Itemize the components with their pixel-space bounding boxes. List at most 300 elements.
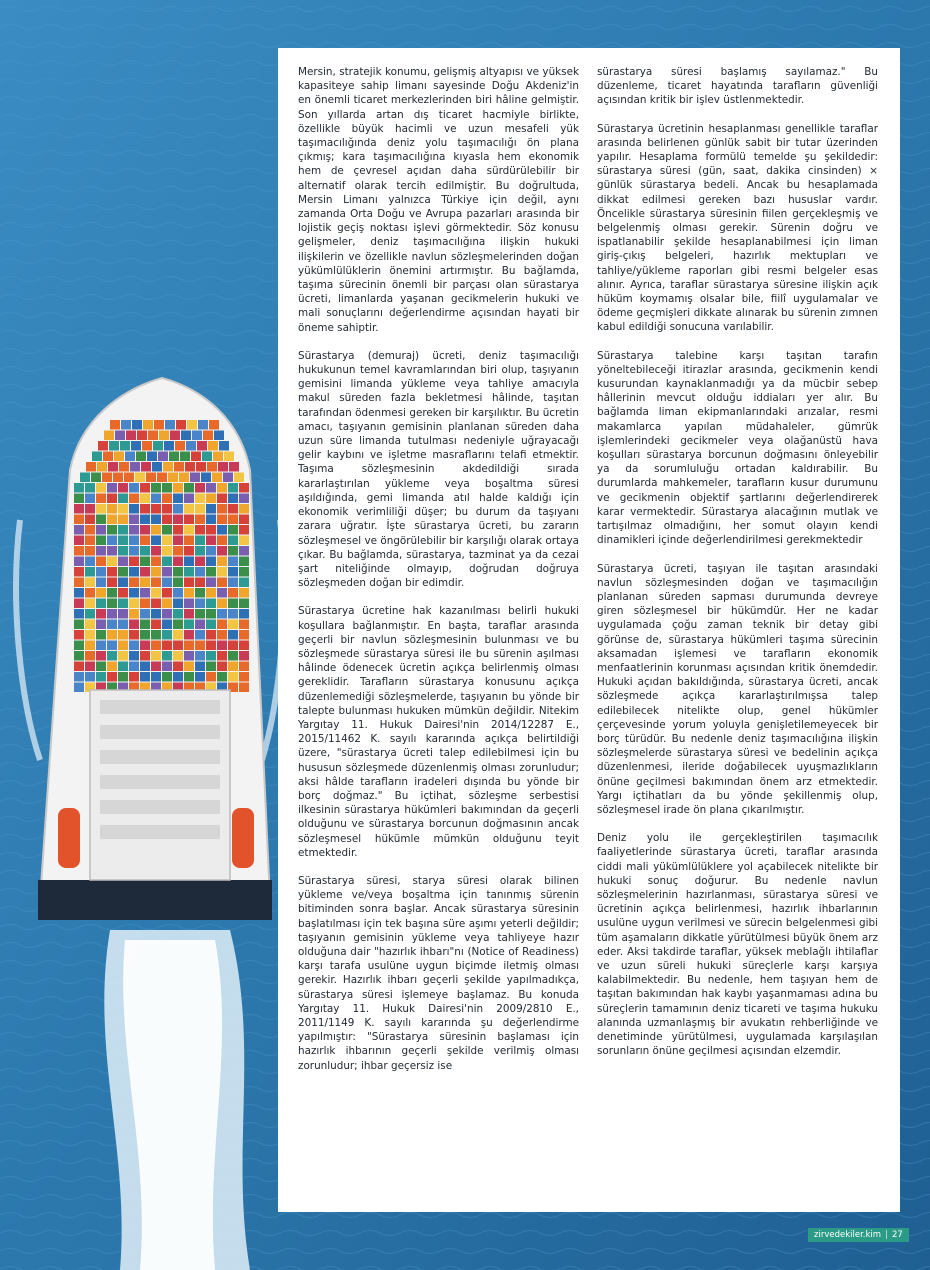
ship-container (118, 567, 128, 577)
ship-container (140, 651, 150, 661)
ship-container (151, 578, 161, 588)
ship-container (107, 494, 117, 504)
ship-container (96, 536, 106, 546)
ship-container (129, 630, 139, 640)
ship-container (151, 599, 161, 609)
ship-container (219, 441, 229, 451)
article-paragraph: Sürastarya ücretinin hesaplanması genellikle taraflar arasında belirlenen günlük sabit bir tutar üzerinden yapılır. Hesaplama formülü temelde şu şekildedir: sürastarya süresi (gün, saat, dakika cinsinden) × günlük sürastarya bedeli. Ancak bu hesaplamada dikkat edilmesi gereken bazı hususlar vardır. Öncelikle sürastarya süresinin fiilen gerçekleşmiş ve belgelenmiş olması gerekir. Sürenin doğru ve ispatlanabilir şekilde hesaplanabilmesi için liman giriş-çıkış belgeleri, hazırlık mektupları ve tahliye/yükleme raporları gibi resmi belgeler esas alınır. Ayrıca, taraflar sürastarya süresine ilişkin açık hüküm koymamış olsalar bile, fiilî uygulamalar ve ödeme geçmişleri dikkate alınarak bu sürenin zımnen kabul edildiği sonucuna varılabilir. (597, 122, 878, 334)
ship-container (173, 630, 183, 640)
ship-container (184, 557, 194, 567)
ship-container (140, 557, 150, 567)
ship-container (162, 483, 172, 493)
ship-container (206, 588, 216, 598)
ship-container (74, 599, 84, 609)
ship-container (152, 462, 162, 472)
ship-container (206, 609, 216, 619)
ship-container (239, 651, 249, 661)
ship-container (191, 452, 201, 462)
ship-container (140, 536, 150, 546)
ship-container (217, 599, 227, 609)
ship-container (184, 641, 194, 651)
ship-container (151, 567, 161, 577)
ship-container (184, 630, 194, 640)
ship-container (129, 620, 139, 630)
ship-container (107, 546, 117, 556)
ship-container (74, 672, 84, 682)
ship-container (195, 515, 205, 525)
ship-container (162, 599, 172, 609)
ship-container (124, 473, 134, 483)
ship-container (208, 441, 218, 451)
ship-container (239, 525, 249, 535)
ship-container (143, 420, 153, 430)
ship-container (85, 651, 95, 661)
ship-container (129, 504, 139, 514)
ship-container (118, 599, 128, 609)
ship-container (125, 452, 135, 462)
page-footer-badge (808, 1228, 909, 1242)
ship-container (96, 620, 106, 630)
ship-container (239, 620, 249, 630)
ship-container (195, 630, 205, 640)
ship-container (186, 441, 196, 451)
ship-container (197, 441, 207, 451)
ship-container (239, 557, 249, 567)
ship-container (151, 630, 161, 640)
ship-container (181, 431, 191, 441)
ship-container (173, 588, 183, 598)
ship-container (179, 473, 189, 483)
ship-container (195, 557, 205, 567)
ship-container (118, 588, 128, 598)
ship-container (118, 504, 128, 514)
ship-container (146, 473, 156, 483)
ship-container (85, 672, 95, 682)
ship-container (239, 515, 249, 525)
ship-container (223, 473, 233, 483)
ship-container (173, 672, 183, 682)
ship-container (173, 515, 183, 525)
ship-container (214, 431, 224, 441)
ship-container (141, 462, 151, 472)
ship-container (118, 483, 128, 493)
ship-container (206, 641, 216, 651)
ship-container (109, 441, 119, 451)
ship-container (175, 441, 185, 451)
ship-container (107, 515, 117, 525)
ship-container (74, 630, 84, 640)
ship-container (92, 452, 102, 462)
ship-container (176, 420, 186, 430)
ship-container (108, 462, 118, 472)
ship-container (96, 641, 106, 651)
ship-container (121, 420, 131, 430)
ship-container (96, 662, 106, 672)
ship-container (118, 578, 128, 588)
ship-container (164, 441, 174, 451)
ship-container (162, 651, 172, 661)
ship-container (85, 557, 95, 567)
ship-container (85, 578, 95, 588)
ship-container (114, 452, 124, 462)
ship-container (228, 641, 238, 651)
ship-container (153, 441, 163, 451)
ship-container (217, 630, 227, 640)
ship-container (85, 620, 95, 630)
ship-container (162, 567, 172, 577)
ship-container (96, 483, 106, 493)
ship-container (129, 494, 139, 504)
ship-container (129, 672, 139, 682)
ship-container (74, 662, 84, 672)
ship-container (162, 588, 172, 598)
ship-container (140, 494, 150, 504)
ship-container (184, 494, 194, 504)
ship-container (118, 672, 128, 682)
ship-container (198, 420, 208, 430)
article-paragraph: sürastarya süresi başlamış sayılamaz." Bu düzenleme, ticaret hayatında tarafların güvenliği açısından kritik bir işlev üstlenmektedir. (597, 66, 878, 107)
ship-container (107, 536, 117, 546)
ship-container (113, 473, 123, 483)
ship-container (129, 609, 139, 619)
ship-container (85, 483, 95, 493)
ship-container (140, 483, 150, 493)
ship-container (85, 567, 95, 577)
ship-container (195, 609, 205, 619)
ship-container (85, 662, 95, 672)
ship-container (74, 588, 84, 598)
ship-container (162, 662, 172, 672)
ship-container (151, 494, 161, 504)
ship-container (97, 462, 107, 472)
ship-container (206, 504, 216, 514)
ship-container (107, 651, 117, 661)
ship-container (173, 620, 183, 630)
ship-container (228, 578, 238, 588)
ship-container (239, 483, 249, 493)
ship-container (151, 557, 161, 567)
ship-container (118, 641, 128, 651)
ship-container (129, 536, 139, 546)
ship-container (80, 473, 90, 483)
ship-container (206, 557, 216, 567)
ship-container (184, 536, 194, 546)
ship-container (154, 420, 164, 430)
ship-container (151, 515, 161, 525)
ship-container (151, 546, 161, 556)
ship-container (228, 672, 238, 682)
ship-container (228, 494, 238, 504)
ship-container (165, 420, 175, 430)
ship-container (129, 525, 139, 535)
ship-container (107, 578, 117, 588)
ship-container (157, 473, 167, 483)
ship-container (151, 483, 161, 493)
ship-container (96, 567, 106, 577)
ship-container (239, 536, 249, 546)
ship-container (173, 662, 183, 672)
ship-container (217, 609, 227, 619)
ship-container (118, 620, 128, 630)
ship-container (118, 609, 128, 619)
ship-container (85, 494, 95, 504)
ship-container (96, 588, 106, 598)
ship-container (96, 494, 106, 504)
ship-container (184, 546, 194, 556)
ship-container (147, 452, 157, 462)
ship-container (135, 473, 145, 483)
ship-container (162, 536, 172, 546)
ship-container (229, 462, 239, 472)
right-text-column (597, 65, 878, 1212)
ship-container (120, 441, 130, 451)
ship-container (239, 630, 249, 640)
ship-container (96, 578, 106, 588)
ship-container (217, 525, 227, 535)
ship-container (206, 630, 216, 640)
ship-container (173, 609, 183, 619)
ship-container (217, 546, 227, 556)
ship-container (85, 588, 95, 598)
ship-container (86, 462, 96, 472)
ship-container (158, 452, 168, 462)
ship-container (168, 473, 178, 483)
ship-container (173, 546, 183, 556)
ship-container (239, 567, 249, 577)
ship-container (228, 546, 238, 556)
ship-container (195, 599, 205, 609)
ship-container (228, 651, 238, 661)
ship-container (96, 630, 106, 640)
ship-container (107, 620, 117, 630)
ship-container (162, 504, 172, 514)
ship-container (74, 620, 84, 630)
ship-container (180, 452, 190, 462)
ship-container (103, 452, 113, 462)
article-paragraph: Sürastarya talebine karşı taşıtan tarafın yöneltebileceği itirazlar arasında, gecikmenin kendi kusurundan kaynaklanmadığı ya da mücbir sebep hâllerinin mevcut olduğu iddiaları yer alır. Bu bağlamda liman ekipmanlarındaki arızalar, resmi makamlarca yapılan müdahaleler, gümrük işlemlerindeki gecikmeler veya olağanüstü hava koşulları sürastarya borcunun doğmasını önleyebilir ya da sorumluluğu ortadan kaldırabilir. Bu durumlarda mahkemeler, tarafların kusur durumunu ve gecikmenin objektif şartlarını değerlendirerek karar vermektedir. Sürastarya alacağının mutlak ve tartışılmaz olmadığını, her somut olayın kendi dinamikleri içinde değerlendirilmesi gerekmektedir (597, 349, 878, 547)
ship-container (85, 609, 95, 619)
ship-container (190, 473, 200, 483)
ship-container (217, 662, 227, 672)
ship-container (228, 599, 238, 609)
ship-container (151, 620, 161, 630)
ship-container (184, 651, 194, 661)
ship-container (224, 452, 234, 462)
ship-container (162, 494, 172, 504)
page-number: 27 (891, 1230, 903, 1240)
ship-container (184, 504, 194, 514)
ship-container (217, 504, 227, 514)
ship-container (129, 578, 139, 588)
ship-container (74, 567, 84, 577)
ship-container (206, 515, 216, 525)
footer-separator: | (885, 1230, 888, 1240)
ship-container (169, 452, 179, 462)
ship-container (202, 452, 212, 462)
ship-container (195, 578, 205, 588)
ship-container (96, 599, 106, 609)
ship-container (140, 525, 150, 535)
ship-container (104, 431, 114, 441)
ship-container (91, 473, 101, 483)
ship-container (162, 546, 172, 556)
ship-container (162, 641, 172, 651)
ship-container (184, 525, 194, 535)
ship-container (163, 462, 173, 472)
ship-container (140, 662, 150, 672)
ship-container (184, 588, 194, 598)
ship-container (228, 525, 238, 535)
ship-container (203, 431, 213, 441)
ship-container (206, 620, 216, 630)
ship-container (74, 641, 84, 651)
ship-container (217, 588, 227, 598)
article-paragraph: Sürastarya ücreti, taşıyan ile taşıtan arasındaki navlun sözleşmesinden doğan ve taşımacılığın planlanan süreden sapması durumunda devreye giren sözleşmesel bir hükümdür. Her ne kadar uygulamada çoğu zaman teknik bir detay gibi görünse de, sürastarya hükümleri taşıma sürecinin aksamadan işlemesi ve tarafların ekonomik menfaatlerinin korunması açısından kritik önemdedir. Hukuki açıdan bakıldığında, sürastarya ücreti, ancak sözleşmede açıkça kararlaştırılmışsa talep edilebilecek nitelikte olup, genel hükümler çerçevesinde yorum yoluyla genişletilemeyecek bir borç türüdür. Bu nedenle deniz taşımacılığına ilişkin sözleşmelerde sürastarya süresi ve bedelinin açıkça düzenlenmesi, ileride doğabilecek uyuşmazlıkların önüne geçilmesi bakımından önem arz etmektedir. Yargı içtihatları da bu yönde şekillenmiş olup, sözleşmesel irade ön plana çıkarılmıştır. (597, 562, 878, 816)
ship-container (217, 536, 227, 546)
ship-container (209, 420, 219, 430)
ship-container (212, 473, 222, 483)
ship-container (136, 452, 146, 462)
ship-container (140, 567, 150, 577)
article-paragraph: Sürastarya süresi, starya süresi olarak bilinen yükleme ve/veya boşaltma için tanınmış sürenin bitiminden sonra başlar. Ancak sürastarya süresinin başlatılması için tek başına süre aşımı yeterli değildir; taşıyanın gemisinin yükleme veya tahliyeye hazır olduğuna dair "hazırlık ihbarı"nı (Notice of Readiness) karşı tarafa usulüne uygun biçimde iletmiş olması gerekir. Hazırlık ihbarı geçerli şekilde yapılmadıkça, sürastarya süresi işlemeye başlamaz. Bu konuda Yargıtay 11. Hukuk Dairesi'nin 2009/2810 E., 2011/1149 K. sayılı kararında şu değerlendirme yapılmıştır: "Sürastarya süresinin başlaması için hazırlık ihbarının geçerli şekilde verilmiş olması zorunludur; ihbar geçersiz ise (298, 874, 579, 1072)
ship-container (140, 578, 150, 588)
ship-container (228, 483, 238, 493)
ship-container (74, 525, 84, 535)
ship-container (126, 431, 136, 441)
ship-container (162, 557, 172, 567)
ship-container (118, 651, 128, 661)
ship-container (140, 630, 150, 640)
ship-container (217, 557, 227, 567)
ship-container (228, 567, 238, 577)
ship-container (195, 662, 205, 672)
ship-container (132, 420, 142, 430)
ship-container (115, 431, 125, 441)
ship-container (118, 546, 128, 556)
ship-container (107, 525, 117, 535)
ship-container (140, 641, 150, 651)
ship-container (140, 515, 150, 525)
ship-container (184, 609, 194, 619)
ship-container (129, 588, 139, 598)
ship-container (151, 641, 161, 651)
ship-container (140, 620, 150, 630)
ship-container (74, 515, 84, 525)
ship-container (107, 504, 117, 514)
ship-container (234, 473, 244, 483)
ship-container (129, 651, 139, 661)
ship-container (140, 609, 150, 619)
ship-container (195, 504, 205, 514)
ship-container (107, 662, 117, 672)
ship-container (129, 567, 139, 577)
ship-container (137, 431, 147, 441)
ship-container (218, 462, 228, 472)
ship-container (96, 546, 106, 556)
ship-container (184, 567, 194, 577)
ship-container (118, 536, 128, 546)
ship-container (206, 599, 216, 609)
ship-container (96, 504, 106, 514)
ship-container (162, 609, 172, 619)
left-text-column (298, 65, 579, 1212)
ship-container (96, 525, 106, 535)
ship-container (195, 641, 205, 651)
ship-container (217, 641, 227, 651)
ship-container (118, 557, 128, 567)
ship-container (151, 651, 161, 661)
ship-container (228, 588, 238, 598)
ship-container (85, 504, 95, 514)
ship-container (228, 609, 238, 619)
ship-container (195, 494, 205, 504)
ship-container (85, 515, 95, 525)
ship-container (217, 620, 227, 630)
ship-container (217, 483, 227, 493)
ship-container (102, 473, 112, 483)
ship-container (74, 557, 84, 567)
article-paragraph: Mersin, stratejik konumu, gelişmiş altyapısı ve yüksek kapasiteye sahip limanı sayesinde Doğu Akdeniz'in en önemli ticaret merkezlerinden biri hâline gelmiştir. Son yıllarda artan dış ticaret hacmiyle birlikte, özellikle büyük hacimli ve uzun mesafeli yük taşımacılığında deniz yolu taşımacılığı ön plana çıkmış; kara taşımacılığına kıyasla hem ekonomik hem de çevresel açıdan daha sürdürülebilir bir alternatif olarak tercih edilmiştir. Bu doğrultuda, Mersin Limanı yalnızca Türkiye için değil, aynı zamanda Orta Doğu ve Avrupa pazarları arasında bir lojistik geçiş noktası işlevi görmektedir. Söz konusu gelişmeler, deniz taşımacılığına ilişkin hukuki ilişkilerin ve özellikle navlun sözleşmelerinden doğan yükümlülüklerin önemini artırmıştır. Bu bağlamda, taşıma sürecinin önemli bir parçası olan sürastarya ücreti, limanlarda yaşanan gecikmelerin hukuki ve mali sonuçlarını değerlendirme açısından hayati bir öneme sahiptir. (298, 66, 579, 334)
ship-container (239, 662, 249, 672)
ship-container (195, 672, 205, 682)
ship-container (107, 609, 117, 619)
ship-container (206, 651, 216, 661)
ship-container (184, 620, 194, 630)
ship-container (217, 494, 227, 504)
ship-container (173, 536, 183, 546)
ship-container (129, 599, 139, 609)
ship-container (131, 441, 141, 451)
ship-container (162, 578, 172, 588)
ship-container (129, 546, 139, 556)
ship-container (173, 567, 183, 577)
ship-container (96, 609, 106, 619)
ship-container (118, 494, 128, 504)
ship-container (151, 525, 161, 535)
ship-container (196, 462, 206, 472)
ship-container (85, 546, 95, 556)
ship-container (96, 557, 106, 567)
ship-container (206, 525, 216, 535)
ship-container (195, 483, 205, 493)
ship-container (74, 483, 84, 493)
ship-container (195, 536, 205, 546)
ship-container (151, 504, 161, 514)
ship-container (85, 599, 95, 609)
ship-container (151, 672, 161, 682)
ship-container (173, 599, 183, 609)
ship-container (148, 431, 158, 441)
ship-container (184, 578, 194, 588)
ship-container (118, 630, 128, 640)
ship-container (228, 662, 238, 672)
ship-container (119, 462, 129, 472)
container-ship-image (0, 0, 300, 1270)
ship-container (107, 641, 117, 651)
ship-container (187, 420, 197, 430)
ship-container (228, 557, 238, 567)
ship-container (173, 494, 183, 504)
ship-container (74, 683, 84, 693)
ship-container (217, 515, 227, 525)
ship-container (201, 473, 211, 483)
ship-container (239, 504, 249, 514)
ship-container (173, 557, 183, 567)
ship-container (206, 662, 216, 672)
ship-container (206, 567, 216, 577)
ship-container (118, 662, 128, 672)
ship-container (85, 641, 95, 651)
